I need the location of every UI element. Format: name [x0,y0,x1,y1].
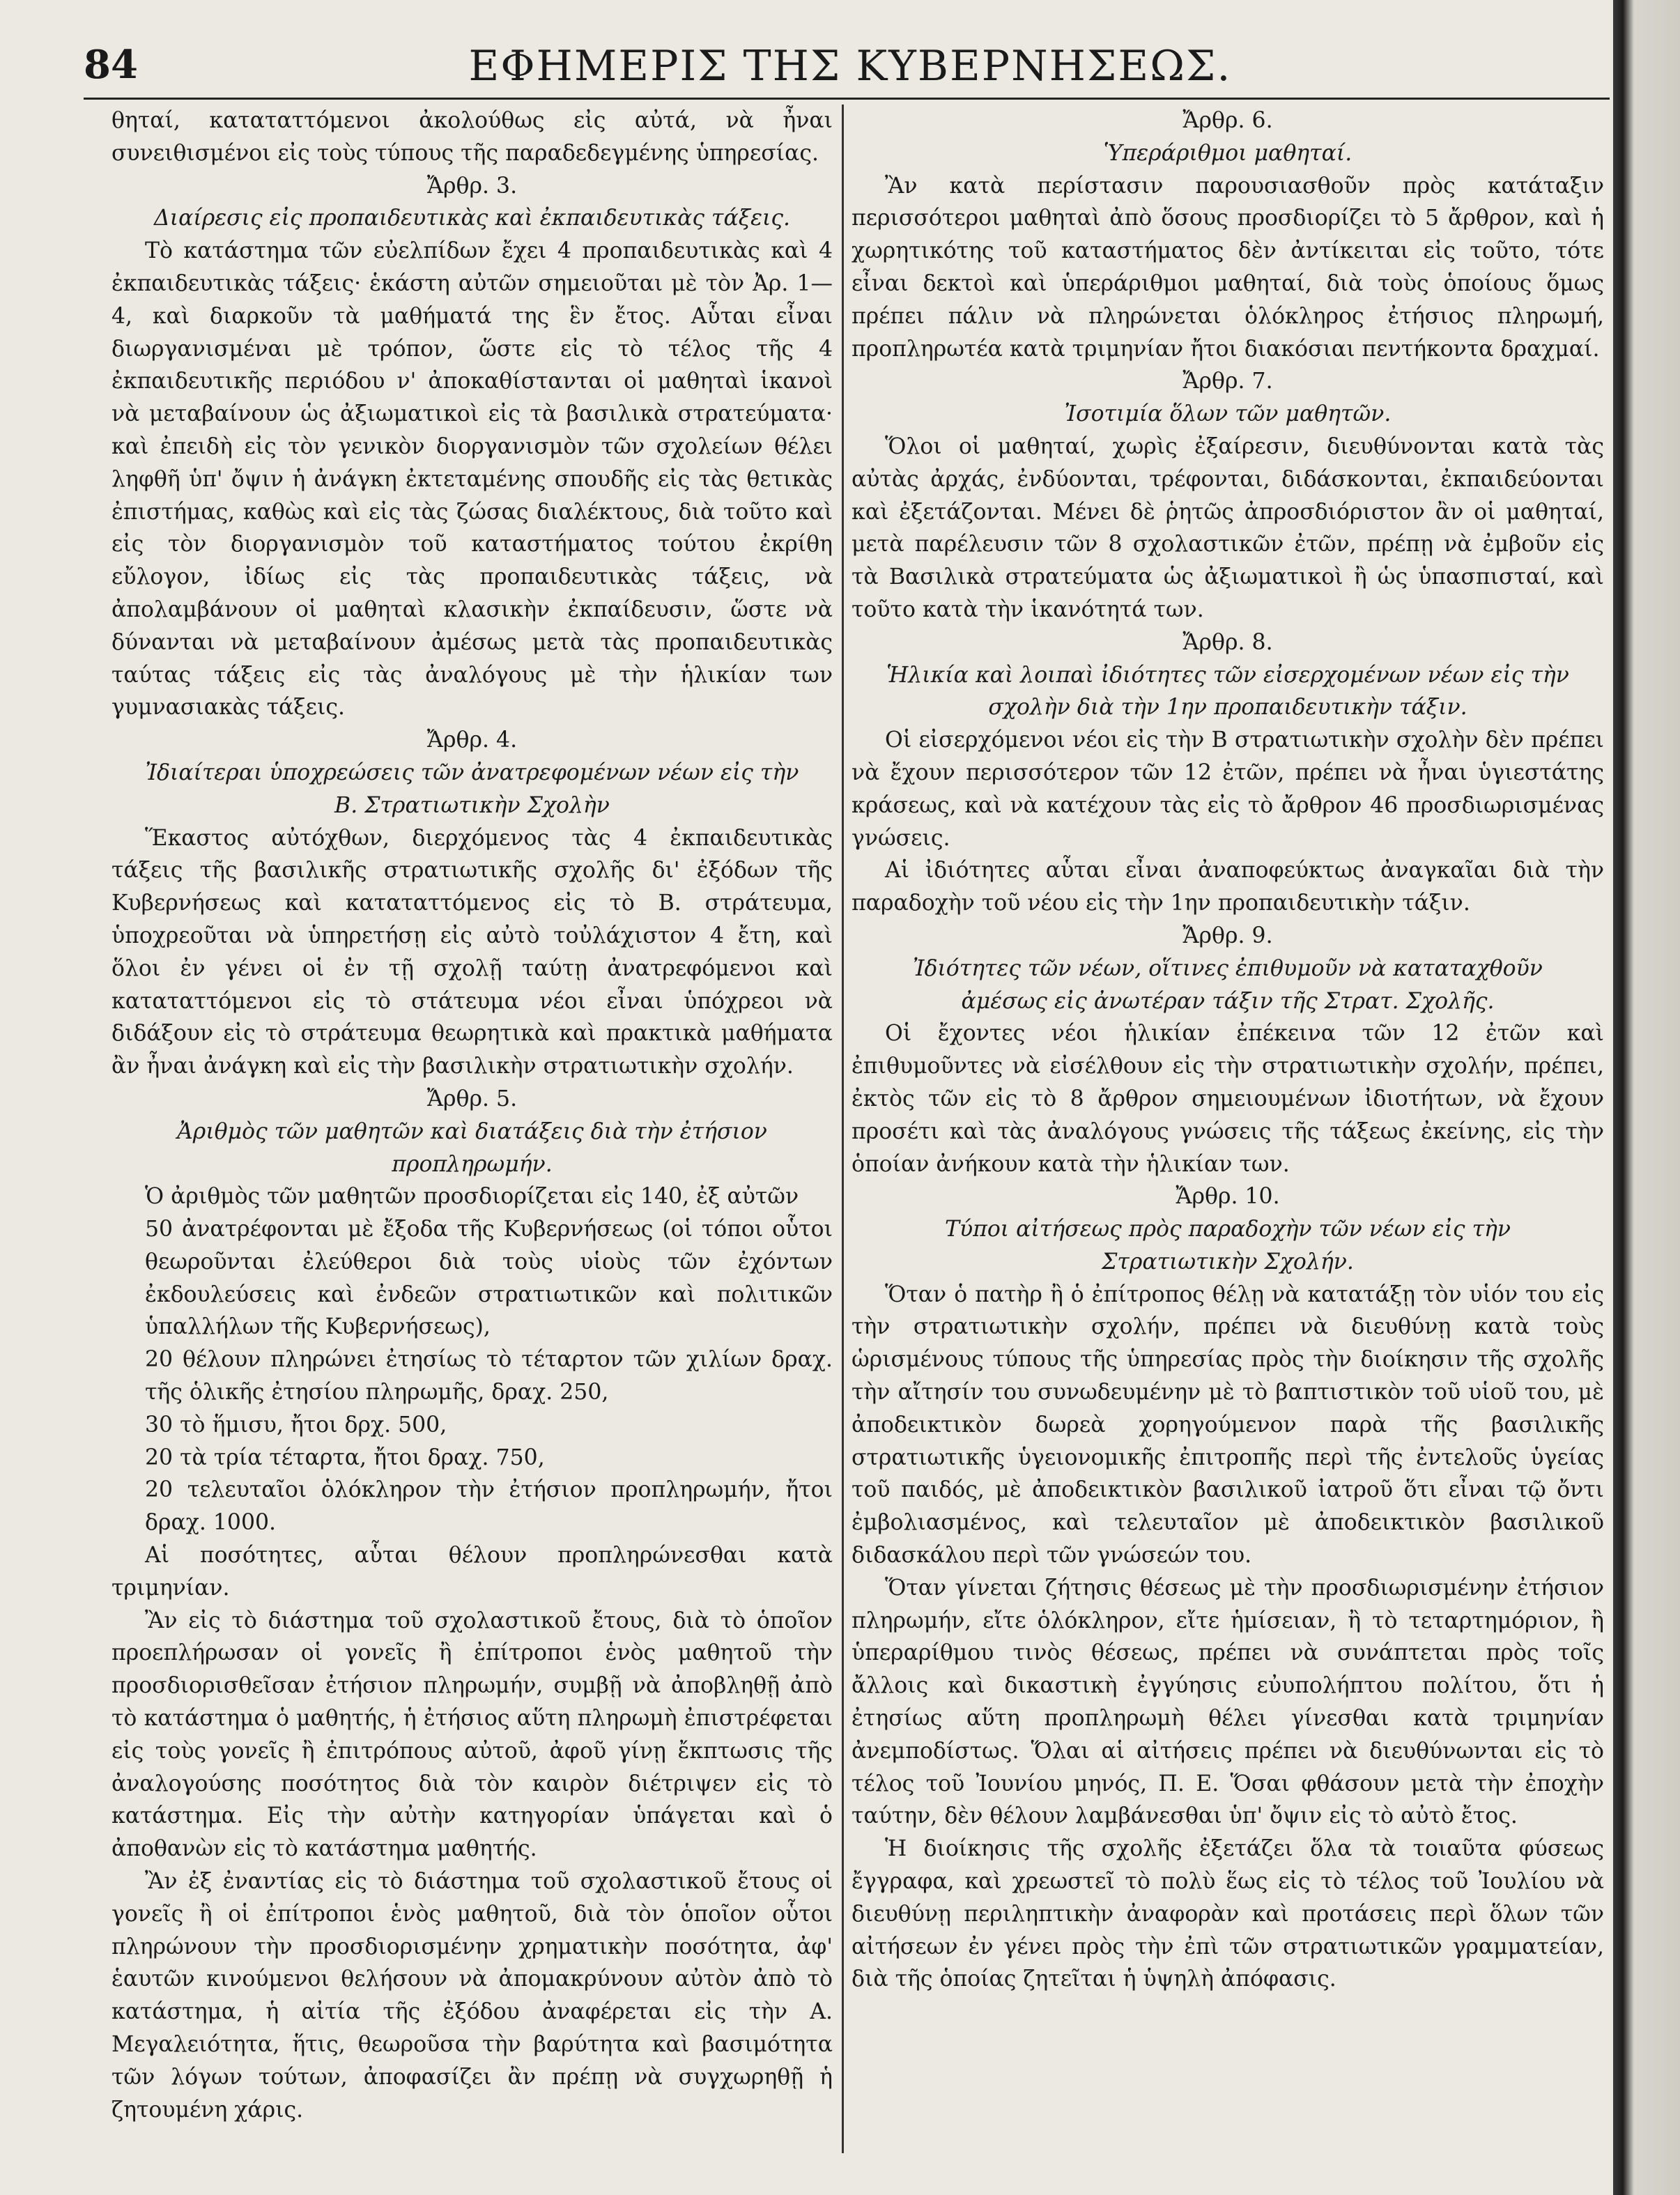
article-8-paragraph: Οἱ εἰσερχόμενοι νέοι εἰς τὴν Β στρατιωτικὴν σχολὴν δὲν πρέπει νὰ ἔχουν περισσότερον τῶν 12 ἐτῶν, πρέπει νὰ ἦναι ὑγιεστάτης κράσεως, καὶ νὰ κατέχουν τὰς εἰς τὸ ἄρθρον 46 προσδιωρισμένας γνώσεις. [851,727,1604,851]
article-10-heading: Ἄρθρ. 10. [1176,1184,1280,1210]
article-10-paragraph: Ὅταν γίνεται ζήτησις θέσεως μὲ τὴν προσδιωρισμένην ἐτήσιον πληρωμήν, εἴτε ὁλόκληρον, εἴτε ἡμίσειαν, ἢ τὸ τεταρτημόριον, ἢ ὑπεραρίθμου τινὸς θέσεως, πρέπει νὰ συνάπτεται πρὸς τοῖς ἄλλοις καὶ δικαστικὴ ἐγγύησις εὐυπολήπτου πολίτου, ὅτι ἡ ἐτησίως αὕτη προπληρωμὴ θέλει γίνεσθαι κατὰ τριμηνίαν ἀνεμποδίστως. Ὅλαι αἱ αἰτήσεις πρέπει νὰ διευθύνωνται εἰς τὸ τέλος τοῦ Ἰουνίου μηνός, Π. Ε. Ὅσαι φθάσουν μετὰ τὴν ἐποχὴν ταύτην, δὲν θέλουν λαμβάνεσθαι ὑπ' ὄψιν εἰς τὸ αὐτὸ ἔτος. [851,1575,1604,1829]
article-8-paragraph: Αἱ ἰδιότητες αὗται εἶναι ἀναποφεύκτως ἀναγκαῖαι διὰ τὴν παραδοχὴν τοῦ νέου εἰς τὴν 1ην προπαιδευτικὴν τάξιν. [851,858,1604,916]
article-3-heading: Ἄρθρ. 3. [426,173,518,199]
article-5-list-item: 20 τὰ τρία τέταρτα, ἤτοι δραχ. 750, [145,1445,545,1470]
article-3-paragraph: Τὸ κατάστημα τῶν εὐελπίδων ἔχει 4 προπαιδευτικὰς καὶ 4 ἐκπαιδευτικὰς τάξεις· ἑκάστη αὐτῶν σημειοῦται μὲ τὸν Ἀρ. 1—4, καὶ διαρκοῦν τὰ μαθήματά της ἓν ἔτος. Αὗται εἶναι διωργανισμέναι μὲ τρόπον, ὥστε εἰς τὸ τέλος τῆς 4 ἐκπαιδευτικῆς περιόδου ν' ἀποκαθίστανται οἱ μαθηταὶ ἱκανοὶ νὰ μεταβαίνουν ὡς ἀξιωματικοὶ εἰς τὰ βασιλικὰ στρατεύματα· καὶ ἐπειδὴ εἰς τὸν γενικὸν διοργανισμὸν τῶν σχολείων θέλει ληφθῆ ὑπ' ὄψιν ἡ ἀνάγκη ἐκτεταμένης σπουδῆς εἰς τὰς θετικὰς ἐπιστήμας, καθὼς καὶ εἰς τὰς ζώσας διαλέκτους, διὰ τοῦτο καὶ εἰς τὸν διοργανισμὸν τοῦ καταστήματος τούτου ἐκρίθη εὔλογον, ἰδίως εἰς τὰς προπαιδευτικὰς τάξεις, νὰ ἀπολαμβάνουν οἱ μαθηταὶ κλασικὴν ἐκπαίδευσιν, ὥστε νὰ δύνανται νὰ μεταβαίνουν ἀμέσως μετὰ τὰς προπαιδευτικὰς ταύτας τάξεις εἰς τὰς ἀναλόγους μὲ τὴν ἡλικίαν των γυμνασιακὰς τάξεις. [111,238,833,721]
right-column [851,105,1604,1996]
article-3-title: Διαίρεσις εἰς προπαιδευτικὰς καὶ ἐκπαιδευτικὰς τάξεις. [154,206,790,231]
article-6-title: Ὑπεράριθμοι μαθηταί. [1103,140,1353,166]
article-4-paragraph: Ἕκαστος αὐτόχθων, διερχόμενος τὰς 4 ἐκπαιδευτικὰς τάξεις τῆς βασιλικῆς στρατιωτικῆς σχολῆς δι' ἐξόδων τῆς Κυβερνήσεως καὶ καταταττόμενος εἰς τὸ Β. στράτευμα, ὑποχρεοῦται νὰ ὑπηρετήσῃ εἰς αὐτὸ τοὐλάχιστον 4 ἔτη, καὶ ὅλοι ἐν γένει οἱ ἐν τῇ σχολῇ ταύτῃ ἀνατρεφόμενοι καὶ καταταττόμενοι εἰς τὸ στάτευμα νέοι εἶναι ὑπόχρεοι νὰ διδάξουν εἰς τὸ στράτευμα θεωρητικὰ καὶ πρακτικὰ μαθήματα ἂν ἦναι ἀνάγκη καὶ εἰς τὴν βασιλικὴν στρατιωτικὴν σχολήν. [111,825,833,1079]
article-6-paragraph: Ἂν κατὰ περίστασιν παρουσιασθοῦν πρὸς κατάταξιν περισσότεροι μαθηταὶ ἀπὸ ὅσους προσδιορίζει τὸ 5 ἄρθρον, καὶ ἡ χωρητικότης τοῦ καταστήματος δὲν ἀντίκειται εἰς τοῦτο, τότε εἶναι δεκτοὶ καὶ ὑπεράριθμοι μαθηταί, διὰ τοὺς ὁποίους ὅμως πρέπει πάλιν νὰ πληρώνεται ὁλόκληρος ἐτήσιος πληρωμή, προπληρωτέα κατὰ τριμηνίαν ἤτοι διακόσιαι πεντήκοντα δραχμαί. [851,173,1604,362]
article-5-list-item: 20 θέλουν πληρώνει ἐτησίως τὸ τέταρτον τῶν χιλίων δραχ. τῆς ὁλικῆς ἐτησίου πληρωμῆς, δραχ. 250, [145,1347,833,1405]
article-9-heading: Ἄρθρ. 9. [1182,923,1273,948]
article-10-title: Τύποι αἰτήσεως πρὸς παραδοχὴν τῶν νέων εἰς τὴν Στρατιωτικὴν Σχολήν. [944,1217,1511,1274]
article-5-list-item: 20 τελευταῖοι ὁλόκληρον τὴν ἐτήσιον προπληρωμήν, ἤτοι δραχ. 1000. [145,1477,833,1536]
article-5-paragraph: Ὁ ἀριθμὸς τῶν μαθητῶν προσδιορίζεται εἰς 140, ἐξ αὐτῶν [145,1184,799,1210]
article-9-paragraph: Οἱ ἔχοντες νέοι ἡλικίαν ἐπέκεινα τῶν 12 ἐτῶν καὶ ἐπιθυμοῦντες νὰ εἰσέλθουν εἰς τὴν στρατιωτικὴν σχολήν, πρέπει, ἐκτὸς τῶν εἰς τὸ 8 ἄρθρον σημειουμένων ἰδιοτήτων, νὰ ἔχουν προσέτι καὶ τὰς ἀναλόγους γνώσεις τῆς τάξεως ἐκείνης, εἰς τὴν ὁποίαν ἀνήκουν κατὰ τὴν ἡλικίαν των. [851,1021,1604,1177]
article-5-list-item: 50 ἀνατρέφονται μὲ ἔξοδα τῆς Κυβερνήσεως (οἱ τόποι οὗτοι θεωροῦνται ἐλεύθεροι διὰ τοὺς υἱοὺς τῶν ἐχόντων ἐκδουλεύσεις καὶ ἐνδεῶν στρατιωτικῶν καὶ πολιτικῶν ὑπαλλήλων τῆς Κυβερνήσεως), [145,1217,833,1340]
article-5-paragraph: Ἂν ἐξ ἐναντίας εἰς τὸ διάστημα τοῦ σχολαστικοῦ ἔτους οἱ γονεῖς ἢ οἱ ἐπίτροποι ἑνὸς μαθητοῦ, διὰ τὸν ὁποῖον οὗτοι πληρώνουν τὴν προσδιορισμένην χρηματικὴν ποσότητα, ἀφ' ἑαυτῶν κινούμενοι θελήσουν νὰ ἀπομακρύνουν αὐτὸν ἀπὸ τὸ κατάστημα, ἡ αἰτία τῆς ἐξόδου ἀναφέρεται εἰς τὴν Α. Μεγαλειότητα, ἥτις, θεωροῦσα τὴν βαρύτητα καὶ βασιμότητα τῶν λόγων τούτων, ἀποφασίζει ἂν πρέπῃ νὰ συγχωρηθῇ ἡ ζητουμένη χάρις. [111,1869,833,2123]
article-5-list-item: 30 τὸ ἥμισυ, ἤτοι δρχ. 500, [145,1412,447,1438]
left-column [111,105,833,2126]
article-7-paragraph: Ὅλοι οἱ μαθηταί, χωρὶς ἐξαίρεσιν, διευθύνονται κατὰ τὰς αὐτὰς ἀρχάς, ἐνδύονται, τρέφονται, διδάσκονται, ἐκπαιδεύονται καὶ ἐξετάζονται. Μένει δὲ ῥητῶς ἀπροσδιόριστον ἂν οἱ μαθηταί, μετὰ παρέλευσιν τῶν 8 σχολαστικῶν ἐτῶν, πρέπῃ νὰ ἐμβοῦν εἰς τὰ Βασιλικὰ στρατεύματα ὡς ἀξιωματικοὶ ἢ ὡς ὑπασπισταί, καὶ τοῦτο κατὰ τὴν ἱκανότητά των. [851,433,1604,622]
adjacent-page-edge [1613,0,1680,2195]
running-title: ΕΦΗΜΕΡΙΣ ΤΗΣ ΚΥΒΕΡΝΗΣΕΩΣ. [468,42,1232,91]
article-7-title: Ἰσοτιμία ὅλων τῶν μαθητῶν. [1064,401,1392,427]
article-5-title: Ἀριθμὸς τῶν μαθητῶν καὶ διατάξεις διὰ τὴν ἐτήσιον προπληρωμήν. [177,1118,767,1177]
article-10-paragraph: Ὅταν ὁ πατὴρ ἢ ὁ ἐπίτροπος θέλῃ νὰ κατατάξῃ τὸν υἱόν του εἰς τὴν στρατιωτικὴν σχολήν, πρέπει νὰ διευθύνῃ κατὰ τοὺς ὡρισμένους τύπους τῆς ὑπηρεσίας πρὸς τὴν διοίκησιν τῆς σχολῆς τὴν αἴτησίν του συνωδευμένην μὲ τὸ βαπτιστικὸν τοῦ υἱοῦ του, μὲ ἀποδεικτικὸν δωρεὰ χορηγούμενον παρὰ τῆς βασιλικῆς στρατιωτικῆς ὑγειονομικῆς ἐπιτροπῆς περὶ τῆς ἐντελοῦς ὑγείας τοῦ παιδός, μὲ ἀποδεικτικὸν βασιλικοῦ ἰατροῦ ὅτι εἶναι τῷ ὄντι ἐμβολιασμένος, καὶ τελευταῖον μὲ ἀποδεικτικὸν βασιλικοῦ διδασκάλου περὶ τῶν γνώσεών του. [851,1281,1604,1569]
article-7-heading: Ἄρθρ. 7. [1182,369,1273,394]
article-5-heading: Ἄρθρ. 5. [426,1086,518,1111]
article-9-title: Ἰδιότητες τῶν νέων, οἵτινες ἐπιθυμοῦν νὰ καταταχθοῦν ἀμέσως εἰς ἀνωτέραν τάξιν τῆς Στρατ. Σχολῆς. [913,955,1543,1014]
header-rule [84,98,1610,100]
page-number: 84 [84,42,138,88]
article-8-title: Ἡλικία καὶ λοιπαὶ ἰδιότητες τῶν εἰσερχομένων νέων εἰς τὴν σχολὴν διὰ τὴν 1ην προπαιδευτικὴν τάξιν. [886,662,1569,721]
article-4-title: Ἰδιαίτεραι ὑποχρεώσεις τῶν ἀνατρεφομένων νέων εἰς τὴν Β. Στρατιωτικὴν Σχολὴν [145,760,799,818]
column-divider [842,105,844,2153]
page-header [84,42,1610,98]
continued-paragraph: θηταί, καταταττόμενοι ἀκολούθως εἰς αὐτά, νὰ ἦναι συνειθισμένοι εἰς τοὺς τύπους τῆς παραδεδεγμένης ὑπηρεσίας. [111,108,833,166]
article-4-heading: Ἄρθρ. 4. [426,727,518,753]
article-5-paragraph: Ἂν εἰς τὸ διάστημα τοῦ σχολαστικοῦ ἔτους, διὰ τὸ ὁποῖον προεπλήρωσαν οἱ γονεῖς ἢ ἐπίτροποι ἑνὸς μαθητοῦ τὴν προσδιορισθεῖσαν ἐτήσιον πληρωμήν, συμβῇ νὰ ἀποβληθῇ ἀπὸ τὸ κατάστημα ὁ μαθητής, ἡ ἐτήσιος αὕτη πληρωμὴ ἐπιστρέφεται εἰς τοὺς γονεῖς ἢ ἐπιτρόπους αὐτοῦ, ἀφοῦ γίνῃ ἔκπτωσις τῆς ἀναλογούσης ποσότητος διὰ τὸν καιρὸν διέτριψεν εἰς τὸ κατάστημα. Εἰς τὴν αὐτὴν κατηγορίαν ὑπάγεται καὶ ὁ ἀποθανὼν εἰς τὸ κατάστημα μαθητής. [111,1608,833,1862]
article-10-paragraph: Ἡ διοίκησις τῆς σχολῆς ἐξετάζει ὅλα τὰ τοιαῦτα φύσεως ἔγγραφα, καὶ χρεωστεῖ τὸ πολὺ ἕως εἰς τὸ τέλος τοῦ Ἰουλίου νὰ διευθύνῃ περιληπτικὴν ἀναφορὰν καὶ προτάσεις περὶ ὅλων τῶν αἰτήσεων ἐν γένει πρὸς τὴν ἐπὶ τῶν στρατιωτικῶν γραμματείαν, διὰ τῆς ὁποίας ζητεῖται ἡ ὑψηλὴ ἀπόφασις. [851,1836,1604,1992]
article-8-heading: Ἄρθρ. 8. [1182,629,1273,655]
article-6-heading: Ἄρθρ. 6. [1182,108,1273,133]
article-5-paragraph: Αἱ ποσότητες, αὗται θέλουν προπληρώνεσθαι κατὰ τριμηνίαν. [111,1543,833,1601]
